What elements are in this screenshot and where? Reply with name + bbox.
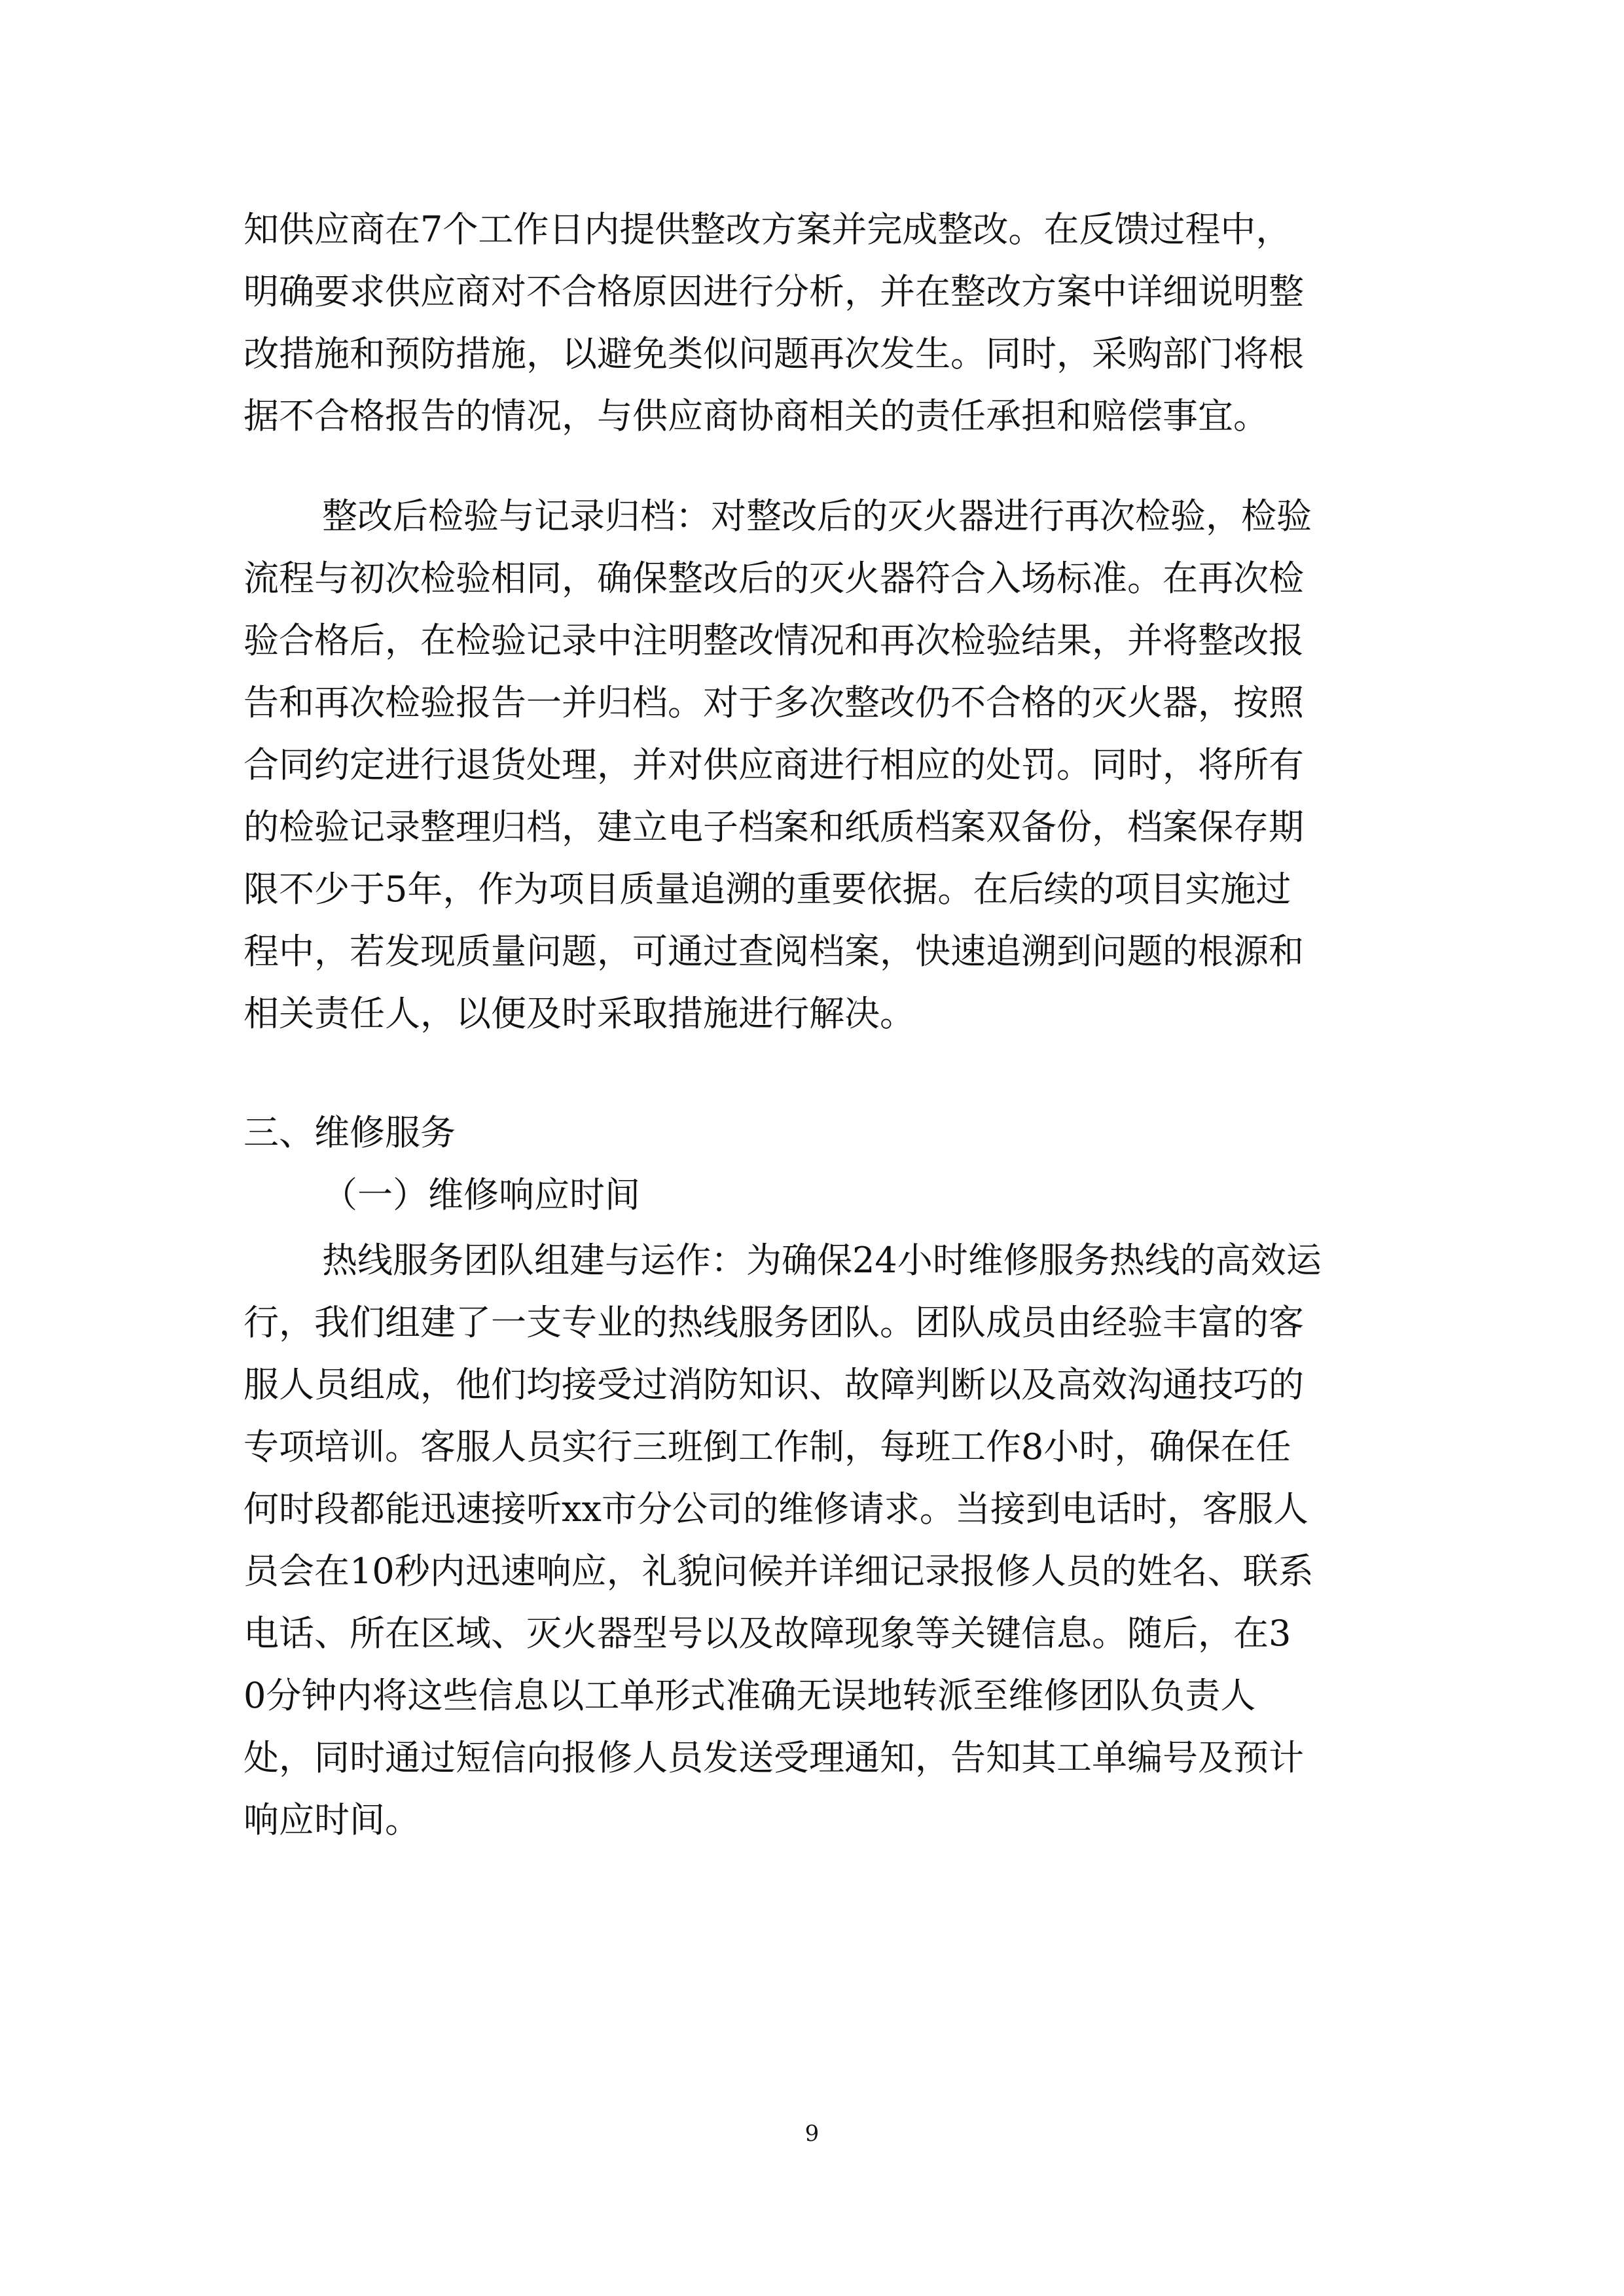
text-line: 流程与初次检验相同，确保整改后的灭火器符合入场标准。在再次检 — [244, 558, 1304, 599]
text-line: 改措施和预防措施，以避免类似问题再次发生。同时，采购部门将根 — [244, 333, 1304, 374]
text-line: 明确要求供应商对不合格原因进行分析，并在整改方案中详细说明整 — [244, 271, 1304, 312]
section-heading: 三、维修服务 — [244, 1112, 456, 1153]
text-line: 热线服务团队组建与运作：为确保24小时维修服务热线的高效运 — [322, 1240, 1322, 1281]
text-line: 专项培训。客服人员实行三班倒工作制，每班工作8小时，确保在任 — [244, 1426, 1291, 1467]
text-line: 的检验记录整理归档，建立电子档案和纸质档案双备份，档案保存期 — [244, 806, 1304, 848]
text-line: 合同约定进行退货处理，并对供应商进行相应的处罚。同时，将所有 — [244, 744, 1304, 785]
text-line: 相关责任人，以便及时采取措施进行解决。 — [244, 993, 915, 1034]
text-line: 处，同时通过短信向报修人员发送受理通知，告知其工单编号及预计 — [244, 1737, 1304, 1778]
subsection-heading: （一）维修响应时间 — [322, 1174, 640, 1215]
text-line: 限不少于5年，作为项目质量追溯的重要依据。在后续的项目实施过 — [244, 869, 1291, 910]
text-line: 行，我们组建了一支专业的热线服务团队。团队成员由经验丰富的客 — [244, 1302, 1304, 1343]
text-line: 告和再次检验报告一并归档。对于多次整改仍不合格的灭火器，按照 — [244, 682, 1304, 723]
page-number: 9 — [804, 2121, 820, 2147]
text-line: 员会在10秒内迅速响应，礼貌问候并详细记录报修人员的姓名、联系 — [244, 1551, 1314, 1592]
text-line: 0分钟内将这些信息以工单形式准确无误地转派至维修团队负责人 — [244, 1675, 1256, 1716]
text-line: 电话、所在区域、灭火器型号以及故障现象等关键信息。随后，在3 — [244, 1613, 1291, 1654]
text-line: 知供应商在7个工作日内提供整改方案并完成整改。在反馈过程中， — [244, 209, 1291, 250]
text-line: 整改后检验与记录归档：对整改后的灭火器进行再次检验，检验 — [322, 495, 1312, 537]
text-line: 何时段都能迅速接听xx市分公司的维修请求。当接到电话时，客服人 — [244, 1488, 1308, 1530]
text-line: 程中，若发现质量问题，可通过查阅档案，快速追溯到问题的根源和 — [244, 931, 1304, 972]
text-line: 据不合格报告的情况，与供应商协商相关的责任承担和赔偿事宜。 — [244, 395, 1269, 437]
text-line: 服人员组成，他们均接受过消防知识、故障判断以及高效沟通技巧的 — [244, 1364, 1304, 1405]
text-line: 响应时间。 — [244, 1799, 420, 1840]
text-line: 验合格后，在检验记录中注明整改情况和再次检验结果，并将整改报 — [244, 620, 1304, 661]
